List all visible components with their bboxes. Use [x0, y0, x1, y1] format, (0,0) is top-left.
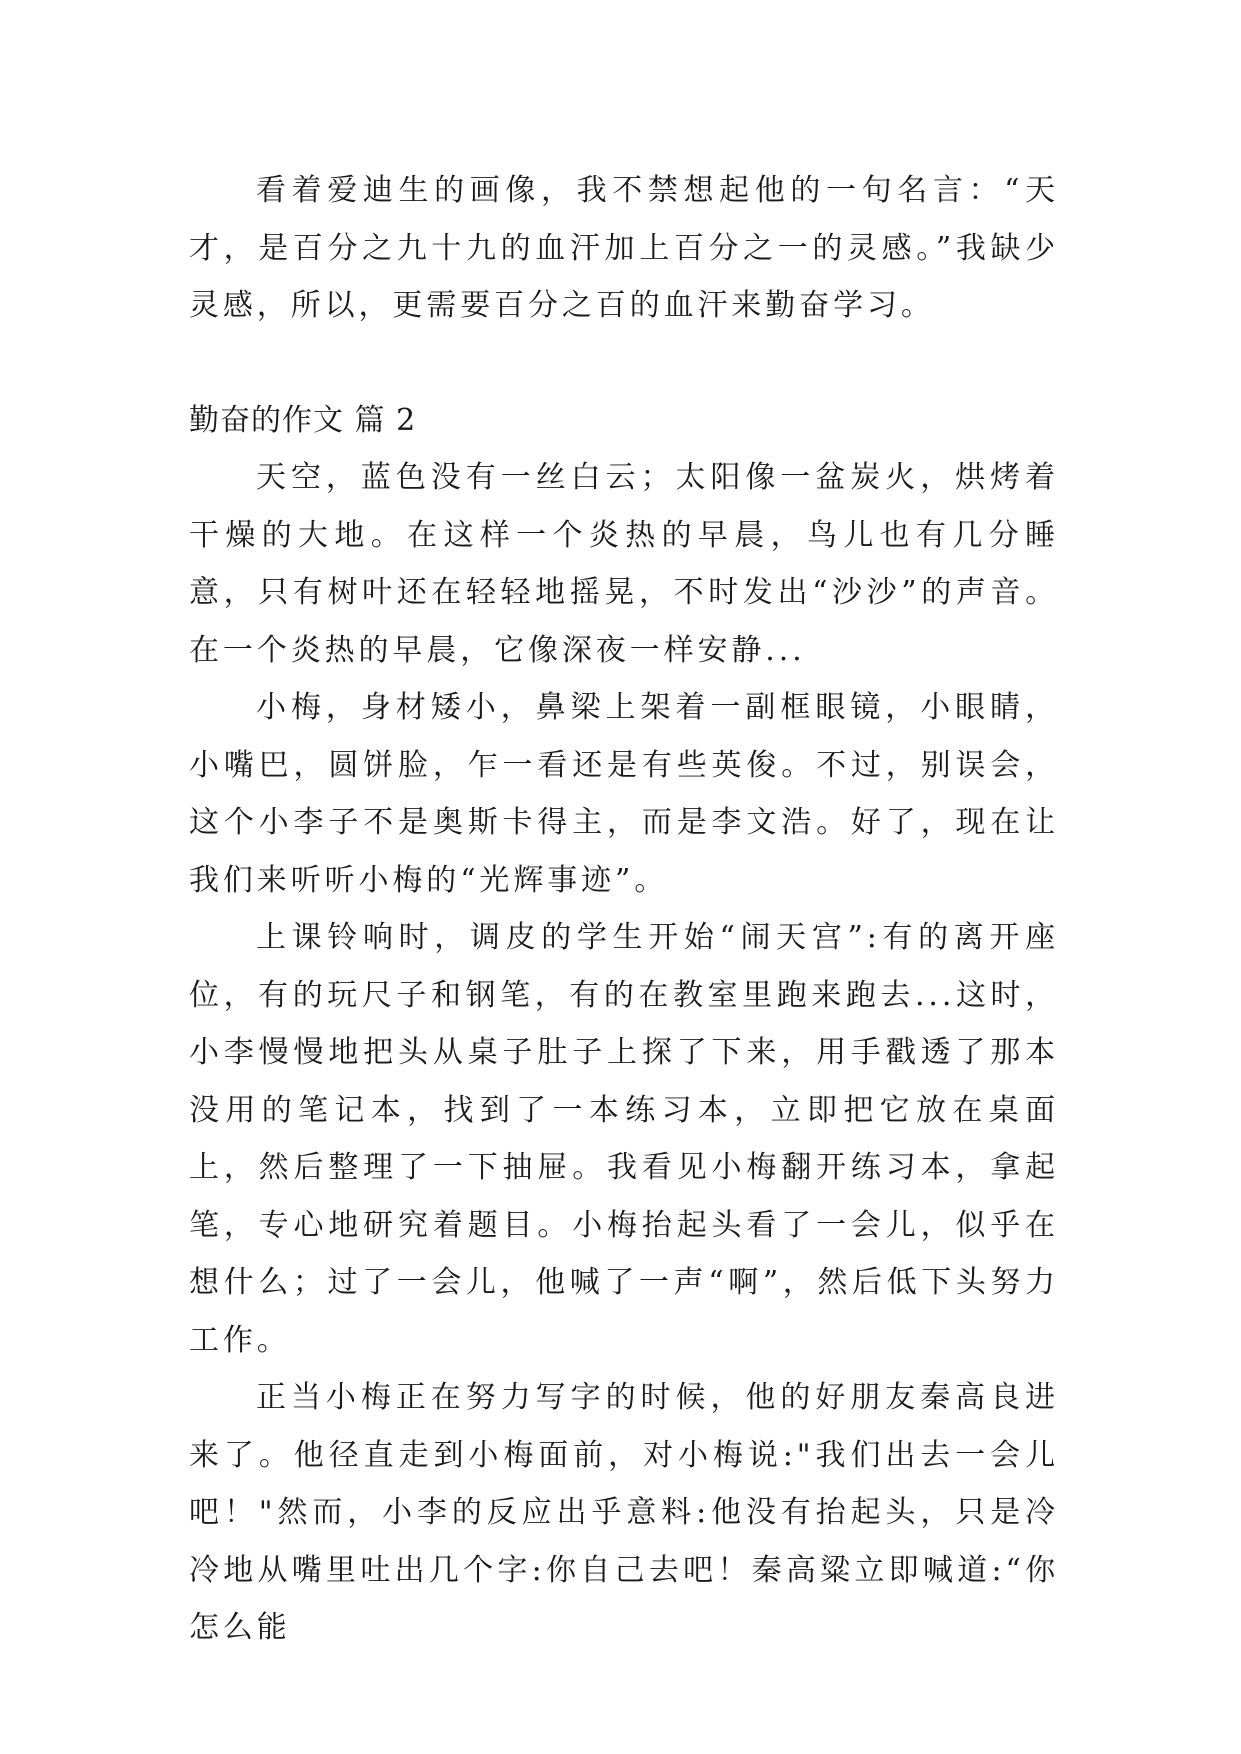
paragraph-sky: 天空，蓝色没有一丝白云；太阳像一盆炭火，烘烤着干燥的大地。在这样一个炎热的早晨，鸟儿也有几分睡意，只有树叶还在轻轻地摇晃，不时发出“沙沙”的声音。在一个炎热的早晨，它像深夜一样安静...: [189, 460, 1059, 668]
paragraph-class-bell: 上课铃响时，调皮的学生开始“闹天宫”:有的离开座位，有的玩尺子和钢笔，有的在教室里跑来跑去...这时，小李慢慢地把头从桌子肚子上探了下来，用手戳透了那本没用的笔记本，找到了一本练习本，立即把它放在桌面上，然后整理了一下抽屉。我看见小梅翻开练习本，拿起笔，专心地研究着题目。小梅抬起头看了一会儿，似乎在想什么；过了一会儿，他喊了一声“啊”，然后低下头努力工作。: [189, 920, 1059, 1358]
paragraph-xiaomei-description: 小梅，身材矮小，鼻梁上架着一副框眼镜，小眼睛，小嘴巴，圆饼脸，乍一看还是有些英俊。不过，别误会，这个小李子不是奥斯卡得主，而是李文浩。好了，现在让我们来听听小梅的“光辉事迹”。: [189, 690, 1059, 898]
document-page: [189, 162, 1059, 1657]
section-heading: 勤奋的作文 篇 2: [189, 402, 417, 438]
section-spacer: [189, 335, 1059, 392]
paragraph-friend-visit: 正当小梅正在努力写字的时候，他的好朋友秦高良进来了。他径直走到小梅面前，对小梅说:"我们出去一会儿吧！"然而，小李的反应出乎意料:他没有抬起头，只是冷冷地从嘴里吐出几个字:你自己去吧！秦高粱立即喊道:“你怎么能: [189, 1380, 1059, 1645]
intro-paragraph: 看着爱迪生的画像，我不禁想起他的一句名言：“天才，是百分之九十九的血汗加上百分之一的灵感。”我缺少灵感，所以，更需要百分之百的血汗来勤奋学习。: [189, 173, 1059, 323]
